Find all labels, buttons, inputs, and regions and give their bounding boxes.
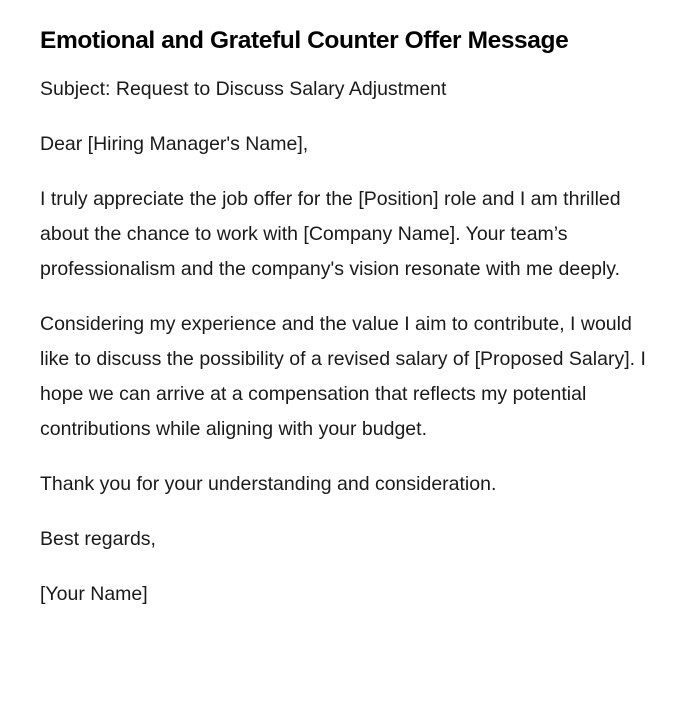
body-paragraph-appreciation: I truly appreciate the job offer for the [Position] role and I am thrilled about the chance to work with [Company Name]. Your team’s professionalism and the company's vision resonate with me deeply. [40, 188, 621, 280]
greeting: Dear [Hiring Manager's Name], [40, 133, 309, 155]
subject-line: Subject: Request to Discuss Salary Adjustment [40, 78, 447, 100]
closing: Best regards, [40, 528, 156, 550]
document-title: Emotional and Grateful Counter Offer Message [40, 27, 569, 54]
body-paragraph-salary-request: Considering my experience and the value I aim to contribute, I would like to discuss the possibility of a revised salary of [Proposed Salary]. I hope we can arrive at a compensation that reflects my potential contributions while aligning with your budget. [40, 313, 646, 440]
signature: [Your Name] [40, 583, 148, 605]
body-paragraph-thanks: Thank you for your understanding and consideration. [40, 473, 497, 495]
